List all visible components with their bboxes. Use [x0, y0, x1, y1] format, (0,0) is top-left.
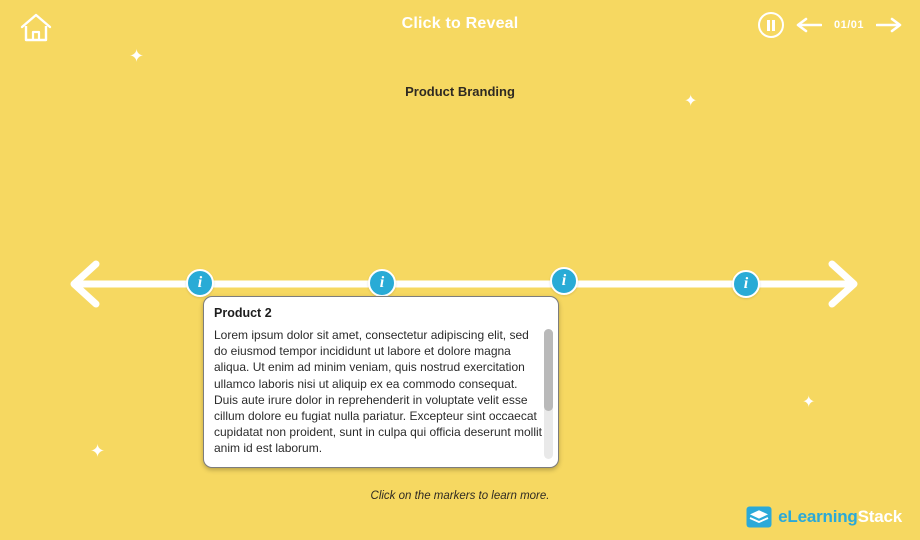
info-icon: i: [379, 274, 385, 291]
pause-bar-left: [767, 20, 770, 31]
marker-popup: [203, 296, 559, 468]
timeline-marker-1[interactable]: [186, 269, 214, 297]
sparkle-decoration: ✦: [90, 441, 106, 461]
sparkle-decoration: ✦: [802, 394, 816, 411]
pause-bar-right: [772, 20, 775, 31]
popup-body-text: Lorem ipsum dolor sit amet, consectetur adipiscing elit, sed do eiusmod tempor incididunt ut labore et dolore magna aliqua. Ut enim ad minim veniam, quis nostrud exercitation ullamco laboris nisi ut aliquip ex ea commodo consequat. Duis aute irure dolor in reprehenderit in voluptate velit esse cillum dolore eu fugiat nulla pariatur. Excepteur sint occaecat cupidatat non proident, sunt in culpa qui officia deserunt mollit anim id est laborum.: [214, 328, 542, 456]
info-icon: i: [561, 272, 567, 289]
timeline-marker-3[interactable]: [550, 267, 578, 295]
sparkle-decoration: ✦: [129, 46, 145, 66]
section-subtitle: Product Branding: [405, 84, 515, 99]
arrow-right-icon[interactable]: [876, 17, 902, 33]
slide-counter: 01/01: [833, 19, 864, 31]
popup-title: Product 2: [214, 306, 272, 320]
brand-logo: [746, 506, 902, 528]
player-controls: [758, 12, 902, 38]
brand-name: [778, 507, 902, 527]
stacked-books-icon: [746, 506, 772, 528]
brand-name-part2: Stack: [857, 507, 902, 526]
timeline-marker-2[interactable]: [368, 269, 396, 297]
brand-name-part1: eLearning: [778, 507, 858, 526]
pause-icon[interactable]: [758, 12, 784, 38]
timeline-marker-4[interactable]: [732, 270, 760, 298]
popup-scrollbar-thumb[interactable]: [544, 329, 553, 411]
info-icon: i: [743, 275, 749, 292]
arrow-left-icon[interactable]: [796, 17, 822, 33]
popup-scrollbar[interactable]: [544, 329, 553, 459]
instruction-text: Click on the markers to learn more.: [370, 490, 550, 502]
info-icon: i: [197, 274, 203, 291]
page-title: Click to Reveal: [401, 15, 519, 32]
sparkle-decoration: ✦: [684, 93, 698, 110]
